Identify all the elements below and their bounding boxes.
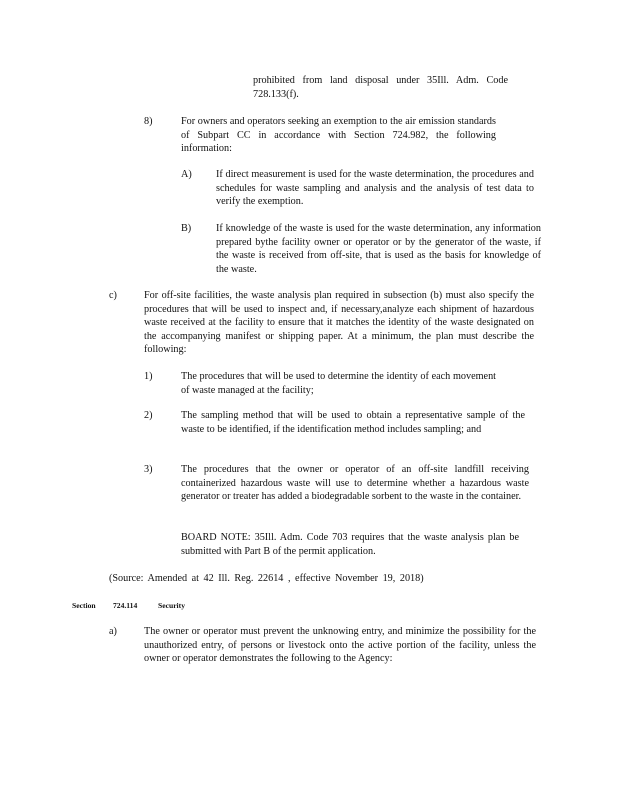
section-number: 724.114	[113, 601, 138, 610]
item-8-label: 8)	[144, 116, 153, 127]
item-c3-label: 3)	[144, 464, 153, 475]
item-c-label: c)	[109, 290, 117, 301]
item-c1-text: The procedures that will be used to determine the identity of each movement of waste managed at the facility;	[181, 371, 496, 396]
section-word: Section	[72, 601, 96, 610]
source-note: (Source: Amended at 42 Ill. Reg. 22614 , effective November 19, 2018)	[109, 573, 424, 584]
item-c-text: For off-site facilities, the waste analysis plan required in subsection (b) must also specify the procedures that will be used to inspect and, if necessary,analyze each shipment of hazardous waste received at the facility to ensure that it matches the identity of the waste designated on the accompanying manifest or shipping paper. At a minimum, the plan must describe the following:	[144, 290, 534, 356]
item-8a-text: If direct measurement is used for the waste determination, the procedures and schedules for waste sampling and analysis and the analysis of test data to verify the exemption.	[216, 169, 534, 208]
item-a-text: The owner or operator must prevent the unknowing entry, and minimize the possibility for the unauthorized entry, of persons or livestock onto the active portion of the facility, unless the owner or operator demonstrates the following to the Agency:	[144, 626, 536, 665]
item-a-label: a)	[109, 626, 117, 637]
item-8a-label: A)	[181, 169, 192, 180]
section-title: Security	[158, 601, 185, 610]
item-c2-label: 2)	[144, 410, 153, 421]
board-note: BOARD NOTE: 35Ill. Adm. Code 703 requires that the waste analysis plan be submitted with Part B of the permit application.	[181, 532, 519, 557]
item-8-text: For owners and operators seeking an exemption to the air emission standards of Subpart CC in accordance with Section 724.982, the following information:	[181, 116, 496, 155]
item-8b-label: B)	[181, 223, 192, 234]
item-c2-text: The sampling method that will be used to obtain a representative sample of the waste to be identified, if the identification method includes sampling; and	[181, 410, 525, 435]
continued-text: prohibited from land disposal under 35Ill. Adm. Code 728.133(f).	[253, 75, 508, 100]
item-8b-text: If knowledge of the waste is used for the waste determination, any information prepared bythe facility owner or operator or by the generator of the waste, if the waste is received from off-site, that is used as the basis for knowledge of the waste.	[216, 223, 541, 275]
item-c3-text: The procedures that the owner or operator of an off-site landfill receiving containerized hazardous waste will use to determine whether a hazardous waste generator or treater has added a biodegradable sorbent to the waste in the container.	[181, 464, 529, 503]
item-c1-label: 1)	[144, 371, 153, 382]
